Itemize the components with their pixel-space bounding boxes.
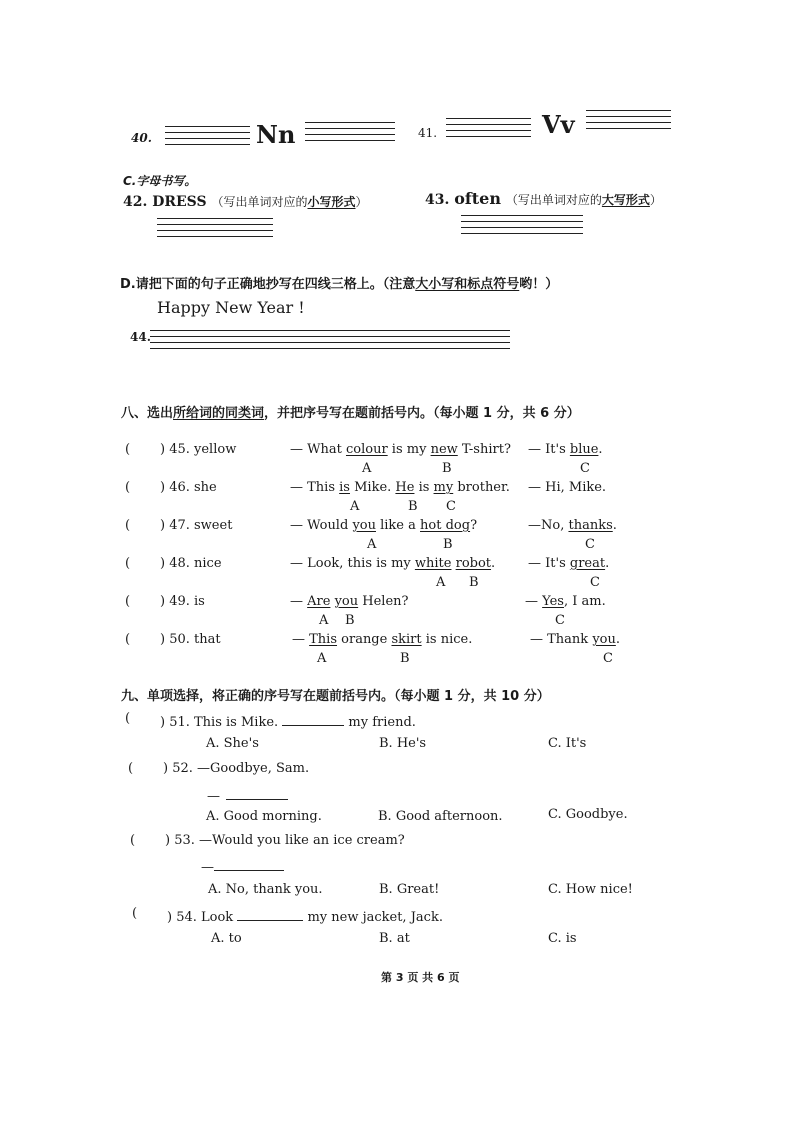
- q47-answer-paren[interactable]: (: [125, 518, 131, 533]
- q49-label-c: C: [555, 613, 565, 628]
- page-footer: 第 3 页 共 6 页: [381, 971, 460, 984]
- q43-prompt: [425, 189, 662, 208]
- q49-label-a: A: [319, 613, 329, 628]
- q49-answer-paren[interactable]: (: [125, 594, 131, 609]
- q42-prompt: [123, 193, 368, 210]
- q50-reply: — Thank you.: [530, 632, 620, 647]
- q50-label-b: B: [400, 651, 410, 666]
- q53-blank[interactable]: [214, 856, 284, 871]
- q52-blank[interactable]: [226, 785, 288, 800]
- q46-stem: ) 46. she: [160, 480, 217, 495]
- q52-stem: ) 52. —Goodbye, Sam.: [163, 761, 310, 776]
- q50-label-a: A: [317, 651, 327, 666]
- q41-number: 41.: [418, 126, 438, 140]
- q45-label-b: B: [442, 461, 452, 476]
- q52-option-b[interactable]: B. Good afternoon.: [378, 809, 503, 824]
- q52-reply: —: [207, 785, 288, 804]
- q45-label-c: C: [580, 461, 590, 476]
- q53-reply: —: [201, 856, 284, 875]
- copy-sentence: Happy New Year !: [157, 298, 305, 317]
- q43-number: 43.: [425, 192, 450, 208]
- q54-stem: ) 54. Look my new jacket, Jack.: [167, 906, 443, 925]
- q51-option-a[interactable]: A. She's: [206, 736, 259, 751]
- q54-option-c[interactable]: C. is: [548, 931, 577, 946]
- q45-sentence: — What colour is my new T-shirt?: [290, 442, 511, 457]
- q46-reply: — Hi, Mike.: [528, 480, 607, 495]
- q49-stem: ) 49. is: [160, 594, 205, 609]
- q48-sentence: — Look, this is my white robot.: [290, 556, 496, 571]
- q51-option-b[interactable]: B. He's: [379, 736, 427, 751]
- q53-answer-paren[interactable]: (: [130, 833, 136, 848]
- q51-stem: ) 51. This is Mike. my friend.: [160, 711, 416, 730]
- section-d-title: D.请把下面的句子正确地抄写在四线三格上。（注意大小写和标点符号哟！）: [120, 277, 559, 292]
- q40-letters: Nn: [256, 120, 296, 149]
- q41-letters: Vv: [542, 110, 575, 139]
- q50-label-c: C: [603, 651, 613, 666]
- q47-sentence: — Would you like a hot dog?: [290, 518, 478, 533]
- q43-hint: （写出单词对应的大写形式）: [505, 193, 662, 207]
- q47-label-a: A: [367, 537, 377, 552]
- q49-sentence: — Are you Helen?: [290, 594, 409, 609]
- q44-number: 44.: [130, 330, 151, 344]
- q54-option-b[interactable]: B. at: [379, 931, 410, 946]
- q42-hint: （写出单词对应的小写形式）: [211, 195, 368, 209]
- section-9-title: 九、单项选择，将正确的序号写在题前括号内。（每小题 1 分，共 10 分）: [121, 689, 550, 704]
- q43-writing-lines[interactable]: [461, 215, 583, 239]
- q53-option-b[interactable]: B. Great!: [379, 882, 440, 897]
- q45-label-a: A: [362, 461, 372, 476]
- q48-label-c: C: [590, 575, 600, 590]
- q53-option-c[interactable]: C. How nice!: [548, 882, 633, 897]
- q52-option-c[interactable]: C. Goodbye.: [548, 807, 628, 822]
- q42-writing-lines[interactable]: [157, 218, 273, 242]
- q51-option-c[interactable]: C. It's: [548, 736, 587, 751]
- q45-reply: — It's blue.: [528, 442, 603, 457]
- q48-reply: — It's great.: [528, 556, 610, 571]
- q52-answer-paren[interactable]: (: [128, 761, 134, 776]
- q40-number: 40.: [131, 131, 152, 145]
- q54-option-a[interactable]: A. to: [211, 931, 242, 946]
- q53-option-a[interactable]: A. No, thank you.: [208, 882, 323, 897]
- q40-writing-lines-right[interactable]: [305, 122, 395, 146]
- q40-writing-lines-left[interactable]: [165, 126, 250, 150]
- q51-answer-paren[interactable]: (: [125, 711, 131, 726]
- q51-blank[interactable]: [282, 711, 344, 726]
- q45-stem: ) 45. yellow: [160, 442, 237, 457]
- q42-word: DRESS: [152, 194, 207, 210]
- q49-label-b: B: [345, 613, 355, 628]
- q44-writing-lines[interactable]: [150, 330, 510, 354]
- q47-stem: ) 47. sweet: [160, 518, 233, 533]
- q43-word: often: [454, 189, 501, 208]
- q47-label-c: C: [585, 537, 595, 552]
- q52-option-a[interactable]: A. Good morning.: [206, 809, 322, 824]
- q46-label-c: C: [446, 499, 456, 514]
- q48-stem: ) 48. nice: [160, 556, 222, 571]
- section-c-title: C.字母书写。: [123, 174, 197, 188]
- q53-stem: ) 53. —Would you like an ice cream?: [165, 833, 405, 848]
- q47-label-b: B: [443, 537, 453, 552]
- q41-writing-lines-left[interactable]: [446, 118, 531, 142]
- q48-label-a: A: [436, 575, 446, 590]
- q42-number: 42.: [123, 194, 148, 210]
- section-8-title: 八、选出所给词的同类词，并把序号写在题前括号内。（每小题 1 分，共 6 分）: [121, 406, 580, 421]
- q50-stem: ) 50. that: [160, 632, 221, 647]
- q50-answer-paren[interactable]: (: [125, 632, 131, 647]
- q46-sentence: — This is Mike. He is my brother.: [290, 480, 510, 495]
- q48-answer-paren[interactable]: (: [125, 556, 131, 571]
- q46-label-b: B: [408, 499, 418, 514]
- q47-reply: —No, thanks.: [528, 518, 617, 533]
- q45-answer-paren[interactable]: (: [125, 442, 131, 457]
- q54-answer-paren[interactable]: (: [132, 906, 138, 921]
- q50-sentence: — This orange skirt is nice.: [292, 632, 473, 647]
- q46-label-a: A: [350, 499, 360, 514]
- q49-reply: — Yes, I am.: [525, 594, 606, 609]
- q54-blank[interactable]: [237, 906, 303, 921]
- q48-label-b: B: [469, 575, 479, 590]
- q46-answer-paren[interactable]: (: [125, 480, 131, 495]
- q41-writing-lines-right[interactable]: [586, 110, 671, 134]
